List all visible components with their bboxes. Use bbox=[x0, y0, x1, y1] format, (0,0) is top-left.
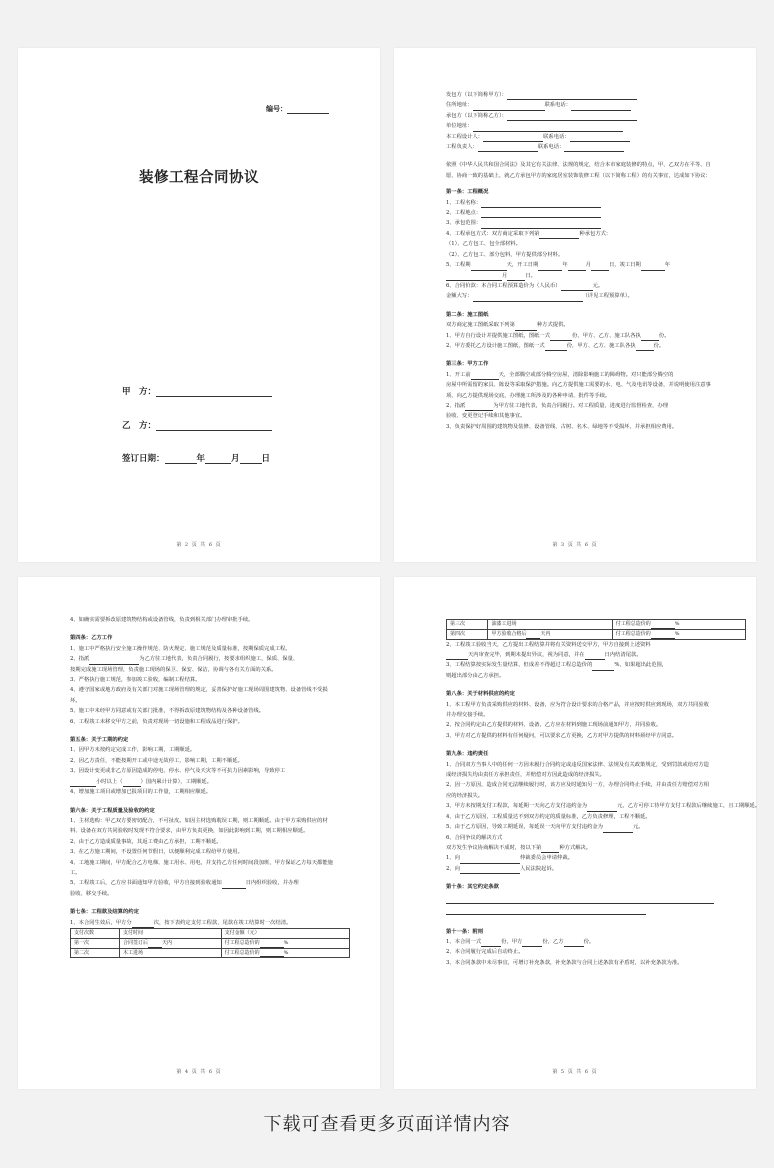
table-cell: 第三次 bbox=[447, 620, 488, 630]
download-caption[interactable]: 下载可查看更多页面详情内容 bbox=[263, 1114, 511, 1135]
table-header-row bbox=[71, 928, 350, 938]
text-line: 1、本合同一式 份，甲方 份，乙方 份。 bbox=[446, 937, 714, 947]
text-line: 4、由于乙方原因，工程质量达不到双方约定的质量标准，乙方负责修理，工程不顺延。 bbox=[446, 813, 651, 820]
text-line: 3、工程结算按实际发生量结算，但成差不得超过工程总造价的 %，如果超出此范围， bbox=[446, 660, 714, 670]
table-cell: 付工程总造价的 % bbox=[612, 620, 745, 630]
page-number: 第 4 页 共 6 页 bbox=[176, 1069, 222, 1075]
text-line: 4、如确实需要拆改原建筑物结构或设备管线，负责到相关部门办理审批手续。 bbox=[70, 617, 254, 623]
table-row bbox=[71, 948, 350, 958]
blank-line bbox=[446, 893, 714, 904]
text-line: 2、指派 为甲方驻工地代表，负责合同履行。对工程质量、进度进行监督检查，办理 bbox=[446, 401, 714, 411]
table-cell: 付工程总造价的 % bbox=[221, 948, 349, 958]
year-blank bbox=[165, 454, 197, 464]
section-heading: 第三条：甲方工作 bbox=[446, 361, 489, 368]
text-line: （1）、乙方包工、包全部材料。 bbox=[446, 241, 521, 248]
text-line: 2、工程地点： bbox=[446, 208, 714, 218]
text-line: 1、甲方自行设计并提供施工图纸，图纸一式 份，甲方、乙方、施工队各执 份。 bbox=[446, 331, 714, 341]
section-heading: 第二条：施工图纸 bbox=[446, 311, 489, 318]
page-5 bbox=[394, 577, 761, 1089]
party-b-blank bbox=[156, 421, 272, 431]
text-paragraph: 4、工地施工期间，甲方配合乙方电梯、施工用水、用电，并支持乙方任何时间段加班，甲方保证乙方每天都能施工。 bbox=[70, 859, 333, 876]
payment-table bbox=[70, 928, 350, 958]
table-row bbox=[447, 620, 746, 630]
text-line: 3、因设计变更或非乙方原因造成的停电、停水、停气及天灾等不可抗力因素影响，导致停工 bbox=[70, 768, 286, 775]
text-line: 1、本合同生效后，甲方分 次，按下表约定支付工程款，尾款在竣工结算时一次结清。 bbox=[70, 918, 338, 928]
text-line: 2、甲方委托乙方设计施工图纸，图纸一式 份，甲方、乙方、施工队各执 份。 bbox=[446, 341, 714, 351]
day-label: 日 bbox=[261, 454, 271, 464]
text-line: 3、承包范围： bbox=[446, 218, 714, 228]
table-cell: 油漆工进场 bbox=[488, 620, 612, 630]
text-line: 天内审查完毕，到期未提出异议，视为同意，并在 日内结清尾款。 bbox=[446, 650, 714, 660]
text-line: 4、增加施工项目或增加已报项目的工作量，工期相应顺延。 bbox=[70, 789, 212, 796]
text-line: 3、在乙方施工期间，不设置任何节假日，以便顺利完成工程给甲方使用。 bbox=[70, 849, 243, 856]
table-header: 支付时间 bbox=[119, 928, 221, 938]
table-row bbox=[71, 938, 350, 948]
table-cell: 第一次 bbox=[71, 938, 120, 948]
text-line: 小时以上（ ）国内累计计算），工期顺延。 bbox=[70, 777, 338, 787]
page-number: 第 2 页 共 6 页 bbox=[176, 542, 222, 548]
number-label: 编号： bbox=[266, 104, 287, 113]
text-paragraph: 1、本工程甲方负责采购供应的材料、设备，应为符合设计要求的合格产品，并应按时供应到现场，双方共同验收并办理交接手续。 bbox=[446, 701, 709, 719]
text-paragraph: 房屋中所需留的家具、陈设等采取保护措施。向乙方提供施工需要的水、电、气及电讯等设备，并说明使用注意事项，向乙方提供现场交底，办理施工所涉及的各种申请、批件等手续。 bbox=[446, 382, 711, 399]
page-cover bbox=[18, 48, 380, 562]
payment-table-continued bbox=[446, 619, 746, 640]
text-line: 6、合同价款：本合同工程预算造价为（人民币） 元。 bbox=[446, 281, 714, 291]
text-line: 6、合同争议的解决方式 bbox=[446, 834, 503, 841]
table-cell: 合同签订后 天内 bbox=[119, 938, 221, 948]
table-header: 支付次数 bbox=[71, 928, 120, 938]
text-line: 5、由于乙方原因，导致工期延误，每延误一天向甲方支付违约金为 元。 bbox=[446, 822, 714, 832]
text-line: 1、因甲方未按约定完成工作，影响工期，工期顺延。 bbox=[70, 747, 196, 754]
text-line: 4、工程承包方式：双方商定采取下列第 种承包方式： bbox=[446, 229, 714, 239]
text-line: 本工程设计人： 联系电话： bbox=[446, 132, 714, 142]
text-line: 2、因乙方责任，不能按期开工或中途无故停工，影响工期，工期不顺延。 bbox=[70, 757, 243, 764]
section-heading: 第一条：工程概况 bbox=[446, 189, 489, 196]
text-line: 发包方（以下简称甲方）： bbox=[446, 90, 714, 100]
text-line: 则超出部分由乙方承担。 bbox=[446, 672, 505, 679]
text-line: 2、由于乙方造成质量事故，其返工费由乙方承担，工期不顺延。 bbox=[70, 838, 222, 845]
party-a-line bbox=[122, 385, 272, 397]
year-label: 年 bbox=[196, 454, 206, 464]
table-cell: 木工进场 bbox=[119, 948, 221, 958]
section-heading: 第八条：关于材料供应的约定 bbox=[446, 691, 515, 698]
table-cell: 甲方验收合格后 天内 bbox=[488, 629, 612, 639]
text-line: 单位地址： bbox=[446, 121, 714, 131]
table-cell: 第四次 bbox=[447, 629, 488, 639]
text-line: 月 日。 bbox=[446, 271, 714, 281]
section-heading: 第九条：违约责任 bbox=[446, 751, 489, 758]
text-line: 按期完成施工现场管理，负责施工现场的保卫、保安、保洁，协调与各有关方面的关系。 bbox=[70, 666, 277, 673]
text-line: 3、甲方未按期支付工程款，每延期一天向乙方支付违约金为 元，乙方可停工待甲方支付工程款后继续施工，且工期顺延。 bbox=[446, 801, 714, 811]
sign-date-line bbox=[122, 452, 270, 464]
text-line: 金额大写： （详见工程预算单）。 bbox=[446, 291, 714, 301]
text-line: 5、施工中未经甲方同意或有关部门批准，不得拆改原建筑物结构及各种设备管线。 bbox=[70, 708, 265, 715]
text-paragraph: 3、负责保护好周围的建筑物及装修、设备管线、古树、名木、绿地等不受损坏，并承担相应费用。 bbox=[446, 423, 678, 430]
page-3 bbox=[394, 48, 756, 562]
text-line: （2）、乙方包工、部分包料，甲方提供部分材料。 bbox=[446, 251, 564, 258]
table-header: 支付金额（元） bbox=[221, 928, 349, 938]
section-heading: 第五条：关于工期的约定 bbox=[70, 737, 129, 744]
blank-line bbox=[446, 904, 646, 915]
text-line: 住所地址： 联系电话： bbox=[446, 100, 714, 110]
month-label: 月 bbox=[231, 454, 240, 464]
page-number: 第 3 页 共 6 页 bbox=[552, 542, 598, 548]
text-line: 双方发生争议协商解决不成时，按以下第 种方式解决。 bbox=[446, 843, 714, 853]
party-a-label: 甲 方： bbox=[122, 387, 157, 397]
text-line: 1、开工前 天，全部腾空或部分腾空房屋，清除影响施工的障碍物。对只能部分腾空的 bbox=[446, 370, 714, 380]
section-heading: 第七条：工程款及结算的约定 bbox=[70, 909, 139, 916]
table-row bbox=[447, 629, 746, 639]
text-paragraph: 3、本合同条款中未尽事宜，可增订补充条款，补充条款与合同上述条款有矛盾时，以补充条款为准。 bbox=[446, 959, 683, 966]
text-line: 1、施工中严格执行安全施工操作规范、防火规定、施工规范及质量标准，按期保质完成工程。 bbox=[70, 645, 291, 652]
party-b-label: 乙 方： bbox=[122, 421, 157, 431]
text-paragraph: 1、合同双方当事人中的任何一方因未履行合同约定或违反国家法律、法规及有关政策规定，受到罚款或给对方造成经济损失均由责任方承担责任，并赔偿对方因此造成的经济损失。 bbox=[446, 761, 709, 779]
number-blank bbox=[287, 107, 329, 114]
text-line: 2、按合同约定由乙方提供的材料、设备，乙方应在材料到施工现场前通知甲方，并同验收。 bbox=[446, 722, 662, 729]
text-line: 双方商定施工图纸采取下列第 种方式提供。 bbox=[446, 320, 714, 330]
section-heading: 第六条：关于工程质量及验收的约定 bbox=[70, 807, 155, 814]
section-heading: 第十条：其它约定条款 bbox=[446, 884, 499, 891]
page-4-body bbox=[70, 615, 338, 958]
section-heading: 第十一条：附则 bbox=[446, 928, 484, 935]
page-5-body bbox=[446, 619, 761, 968]
text-line: 1、工程名称： bbox=[446, 198, 714, 208]
section-heading: 第四条：乙方工作 bbox=[70, 635, 113, 642]
text-line: 6、工程竣工未移交甲方之前，负责对现场一切设施和工程成品进行保护。 bbox=[70, 718, 243, 725]
text-line: 5、工程竣工后，乙方应书面通知甲方验收，甲方自接到验收通知 日内组织验收，并办理 bbox=[70, 878, 338, 888]
month-blank bbox=[205, 454, 231, 464]
text-line: 3、严格执行施工规范，参加竣工验收，编制工程结算。 bbox=[70, 677, 201, 684]
text-line: 2、指派 为乙方驻工地代表，负责合同履行，按要求组织施工，保质、保量、 bbox=[70, 654, 338, 664]
text-line: 工程负责人： 联系电话： bbox=[446, 142, 714, 152]
text-paragraph: 4、遵守国家或地方政府及有关部门对施工现场管理的规定，妥善保护好施工现场周围建筑物、设备管线不受损坏。 bbox=[70, 687, 328, 704]
table-cell: 付工程总造价的 % bbox=[612, 629, 745, 639]
table-cell: 第二次 bbox=[71, 948, 120, 958]
page-3-body bbox=[446, 90, 714, 432]
table-cell: 付工程总造价的 % bbox=[221, 938, 349, 948]
text-paragraph: 1、主材选购：甲乙双方要密切配合，不可扯皮。如因主材选购耽误工期，则工期顺延。由于甲方采购供应的材料、设备在双方共同验收时发现不符合要求，由甲方负责更换，如因此影响到工期，则工期相应顺延。 bbox=[70, 817, 328, 835]
party-b-line bbox=[122, 419, 272, 431]
text-line: 2、工程竣工验收当天，乙方提出工程结算并将有关资料送交甲方，甲方自接到上述资料 bbox=[446, 641, 651, 648]
contract-number bbox=[266, 104, 329, 114]
intro-paragraph: 依照《中华人民共和国合同法》及其它有关法律、法规的规定，结合本市家庭装修的特点，甲、乙双方在平等、自愿、协商一致的基础上，就乙方承包甲方的家庭居室装饰装修工程（以下简称工程）的有关事宜，达成如下协议： bbox=[446, 162, 711, 179]
day-blank bbox=[240, 454, 262, 464]
document-title: 装修工程合同协议 bbox=[139, 170, 259, 186]
page-4 bbox=[18, 577, 380, 1089]
page-number: 第 5 页 共 6 页 bbox=[552, 1069, 598, 1075]
text-line: 5、工程期 天，开工日期 年 月 日，竣工日期 年 bbox=[446, 260, 714, 270]
sign-date-label: 签订日期： bbox=[122, 454, 165, 464]
text-line: 承包方（以下简称乙方）： bbox=[446, 111, 714, 121]
text-paragraph: 2、因一方原因，造成合同无法继续履行时，该方应及时通知另一方，办理合同终止手续，并由责任方赔偿对方相应的经济损失。 bbox=[446, 782, 709, 799]
text-paragraph: 验收、变更登记手续和其他事宜。 bbox=[446, 413, 526, 420]
text-line: 3、甲方对乙方提供的材料有任何疑问，可以要求乙方更换，乙方对甲方提供的材料须经甲方同意。 bbox=[446, 732, 678, 739]
party-a-blank bbox=[156, 387, 272, 397]
text-line: 2、向 人民法院起诉。 bbox=[446, 864, 714, 874]
text-line: 验收、移交手续。 bbox=[70, 890, 113, 897]
text-line: 2、本合同履行完成后自动终止。 bbox=[446, 949, 524, 956]
text-line: 1、向 仲裁委员会申请仲裁。 bbox=[446, 853, 714, 863]
